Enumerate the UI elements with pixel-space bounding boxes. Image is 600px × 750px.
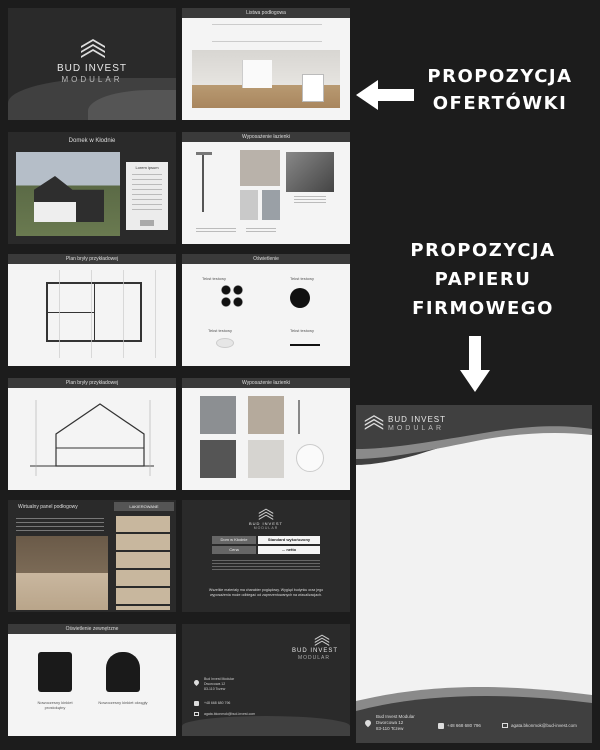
letterhead-label-line1: PROPOZYCJA: [410, 240, 556, 261]
skirting-profile: [302, 74, 324, 102]
floor-plan-grid: [28, 270, 158, 358]
caption-lines: [246, 228, 276, 234]
contact-address: [204, 677, 234, 692]
address-line: Bud Invest Modular: [204, 677, 235, 681]
text-lines: [16, 518, 104, 532]
offer-page-floor-plan[interactable]: [8, 254, 176, 366]
offer-page-house[interactable]: [8, 132, 176, 244]
address-line: Dworcowa 12: [204, 682, 226, 686]
offer-page-bathroom-2[interactable]: [182, 378, 350, 490]
tap-photo: [240, 190, 258, 220]
section-drawing: [26, 396, 158, 484]
bath-photo: [248, 440, 284, 478]
lighting-label: Tekst testowy: [208, 328, 233, 333]
lamp-caption: Nowoczesny kinkiet okrągły: [98, 700, 148, 705]
offer-page-bathroom-1[interactable]: [182, 132, 350, 244]
house-base: [34, 202, 76, 222]
offer-label-line2: OFERTÓWKI: [432, 93, 568, 114]
linear-light: [290, 344, 320, 346]
brand-name: BUD INVEST: [292, 648, 339, 654]
lamp-caption: Nowoczesny kinkiet prostokątny: [37, 700, 73, 710]
page-header: Plan bryły przykładowej: [8, 378, 176, 388]
wall-lamp-round: [106, 652, 140, 692]
page-header: Wyposażenie łazienki: [182, 132, 350, 142]
offer-page-section-plan[interactable]: [8, 378, 176, 490]
cover-brand-sub: MODULAR: [61, 75, 123, 84]
contact-email[interactable]: agata.bkonmok@bud-invest.com: [204, 712, 256, 716]
offer-page-floor-panels[interactable]: [8, 500, 176, 612]
page-text: [212, 24, 322, 42]
offer-label-line1: PROPOZYCJA: [427, 66, 573, 87]
letterhead-label-line3: FIRMOWEGO: [412, 298, 554, 319]
page-header: Oświetlenie: [182, 254, 350, 264]
spotlight-round: [290, 288, 310, 308]
bath-photo: [200, 396, 236, 434]
bath-photo: [298, 400, 308, 434]
bathroom-photo: [240, 150, 280, 186]
letterhead-phone[interactable]: +48 668 680 796: [447, 723, 481, 728]
shower-tray-photo: [286, 152, 334, 192]
address-line: Dworcowa 12: [376, 720, 404, 725]
cover-brand-name: BUD INVEST: [56, 63, 127, 74]
address-line: 83-110 Tczew: [376, 726, 404, 731]
page-title: Domek w Kłodnie: [68, 138, 116, 144]
spotlight-cluster: [220, 284, 244, 308]
email-icon: [502, 723, 508, 728]
page-header: Wyposażenie łazienki: [182, 378, 350, 388]
page-title: Wirtualny panel podłogowy: [18, 504, 78, 510]
lighting-label: Tekst testowy: [290, 328, 315, 333]
sink-photo: [262, 190, 280, 220]
letterhead-brand-name: BUD INVEST: [388, 415, 447, 424]
brand-sub: MODULAR: [253, 526, 279, 530]
letterhead-label-line2: PAPIERU: [434, 269, 532, 290]
house-logo-icon: [314, 634, 330, 646]
offer-page-skirting[interactable]: [182, 8, 350, 120]
price-row-label: Cena: [212, 546, 256, 554]
disclaimer-text: Wszelkie materiały ma charakter poglądowy. Wygląd budynku oraz jego wyposażenia może odbiegać od zaprezentowanych na wizualizacjach.: [208, 588, 324, 597]
letterhead-email[interactable]: agata.bkonmok@bud-invest.com: [511, 723, 577, 728]
page-header: Oświetlenie zewnętrzne: [8, 624, 176, 634]
bath-photo: [296, 444, 324, 472]
price-row-value: Standard wykończony: [258, 536, 320, 544]
offer-proposal-label: [410, 66, 590, 114]
offer-page-outdoor-lighting[interactable]: [8, 624, 176, 736]
page-header: Listwa podłogowa: [182, 8, 350, 18]
page-header: Plan bryły przykładowej: [8, 254, 176, 264]
bath-photo: [248, 396, 284, 434]
price-row-value: ... netto: [258, 546, 320, 554]
tab-lacquered[interactable]: LAKIEROWANE: [114, 502, 174, 511]
skirting-board: [242, 60, 272, 88]
bath-photo: [200, 440, 236, 478]
arrow-left-icon: [356, 80, 416, 110]
email-icon: [194, 712, 199, 716]
letterhead-sheet[interactable]: [356, 405, 592, 743]
offer-page-lighting[interactable]: [182, 254, 350, 366]
phone-icon: [194, 701, 199, 706]
offer-page-price[interactable]: [182, 500, 350, 612]
phone-icon: [438, 723, 444, 729]
offer-page-contact[interactable]: [182, 624, 350, 736]
wall-lamp-square: [38, 652, 72, 692]
brand-name: BUD INVEST: [248, 521, 283, 526]
contact-phone[interactable]: +48 668 680 796: [204, 701, 231, 705]
ceiling-light: [216, 338, 234, 348]
letterhead-proposal-label: [388, 240, 578, 319]
fine-print: [212, 560, 320, 572]
text-box-accent: [140, 220, 154, 226]
shower-image: [202, 152, 222, 212]
shower-head: [196, 152, 212, 155]
letterhead-address: [376, 714, 415, 732]
text-box-lines: [132, 174, 162, 214]
lighting-label: Tekst testowy: [290, 276, 315, 281]
offer-page-cover[interactable]: [8, 8, 176, 120]
arrow-down-icon: [460, 336, 490, 392]
lighting-label: Tekst testowy: [202, 276, 227, 281]
floor-photo: [16, 536, 108, 610]
caption-lines: [196, 228, 236, 234]
caption-lines: [294, 196, 326, 204]
house-logo-icon: [258, 508, 274, 520]
letterhead-bottom-band: [356, 677, 592, 743]
location-icon: [193, 679, 200, 686]
text-box-title: Lorem ipsum: [135, 165, 159, 170]
price-row-label: Dom w Kłodnie: [212, 536, 256, 544]
house-logo-icon: [80, 38, 106, 58]
address-line: Bud Invest Modular: [376, 714, 415, 719]
letterhead-brand-sub: MODULAR: [388, 425, 445, 432]
panel-sample-list: [116, 516, 170, 610]
house-logo-icon: [364, 414, 384, 430]
brand-sub: MODULAR: [298, 655, 331, 661]
address-line: 83-110 Tczew: [204, 687, 226, 691]
contact-swoosh: [182, 716, 350, 736]
